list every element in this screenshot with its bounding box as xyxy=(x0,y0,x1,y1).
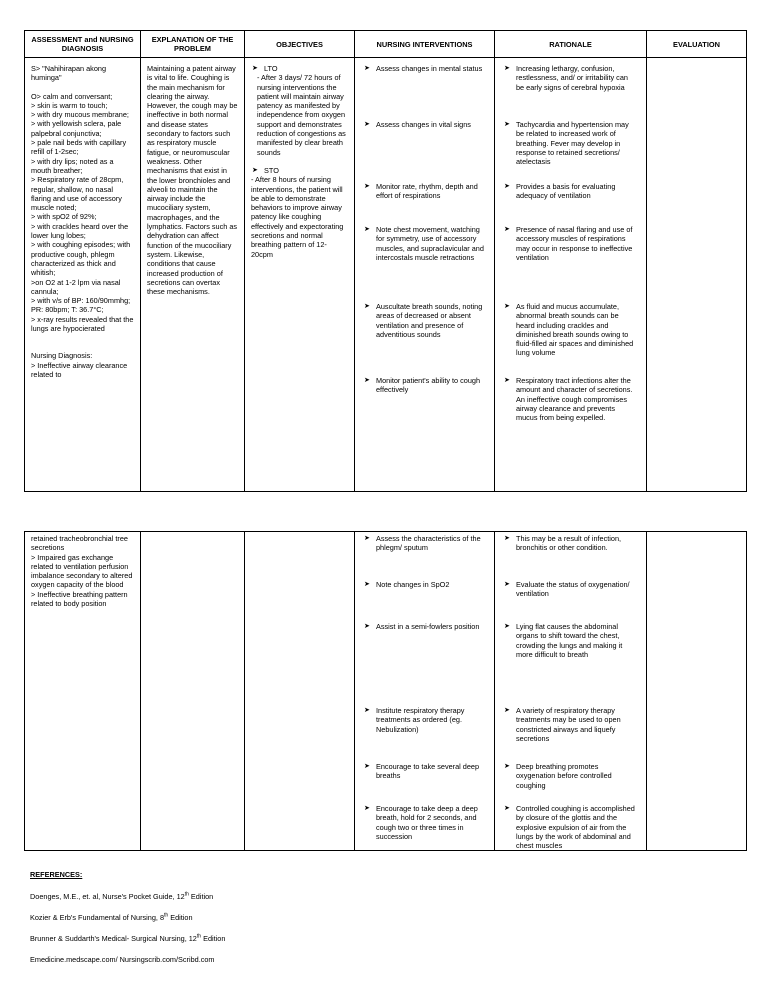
assessment-line: > with crackles heard over the lower lung lobes; xyxy=(31,221,129,241)
references-heading: REFERENCES: xyxy=(30,870,83,879)
reference-item: Emedicine.medscape.com/ Nursingscrib.com/Scribd.com xyxy=(30,955,215,964)
list-item: ➤ Respiratory tract infections alter the amount and character of secretions. An ineffective cough compromises airway clearance and prevents mucus from being expelled. xyxy=(504,376,633,423)
header-evaluation: EVALUATION xyxy=(647,31,747,58)
table-row xyxy=(25,58,747,492)
arrow-bullet-icon: ➤ xyxy=(364,377,370,384)
arrow-bullet-icon: ➤ xyxy=(364,226,370,233)
explanation-text: Maintaining a patent airway is vital to life. Coughing is the main mechanism for clearing the airway. However, the cough may be ineffective in both normal and disease states secondary to factors such as respiratory muscle fatigue, or neuromuscular weakness. Other mechanisms that exist in the lower bronchioles and alveoli to maintain the airway include the mucociliary system, macrophages, and the lymphatics. Factors such as dehydration can affect function of the mucociliary system. Likewise, conditions that cause increased production of secretions can overtax these mechanisms. xyxy=(147,64,238,297)
arrow-bullet-icon: ➤ xyxy=(364,805,370,812)
arrow-bullet-icon: ➤ xyxy=(364,581,370,588)
arrow-bullet-icon: ➤ xyxy=(504,623,510,630)
list-item: ➤ Lying flat causes the abdominal organs to shift toward the chest, crowding the lungs and making it more difficult to breath xyxy=(504,622,623,659)
arrow-bullet-icon: ➤ xyxy=(504,763,510,770)
explanation-cell xyxy=(141,532,245,851)
explanation-cell xyxy=(141,58,245,492)
interventions-cell xyxy=(355,58,495,492)
assessment-line: > skin is warm to touch; xyxy=(31,100,108,110)
rationale-cell xyxy=(495,532,647,851)
arrow-bullet-icon: ➤ xyxy=(504,535,510,542)
assessment-line: > with v/s of BP: 160/90mmhg; PR: 80bpm; T: 36.7°C; xyxy=(31,296,131,315)
list-item: ➤ Deep breathing promotes oxygenation before controlled coughing xyxy=(504,762,612,790)
assessment-line: > Ineffective airway clearance related to xyxy=(31,360,128,379)
list-item: ➤ Institute respiratory therapy treatments as ordered (eg. Nebulization) xyxy=(364,706,465,734)
objectives-cell xyxy=(245,58,355,492)
list-item: ➤ Auscultate breath sounds, noting areas of decreased or absent ventilation and presence of adventitious sounds xyxy=(364,302,483,339)
assessment-line: > pale nail beds with capillary refill of 1-2sec; xyxy=(31,138,127,157)
list-item: ➤ Assess changes in mental status xyxy=(364,64,483,73)
list-item: ➤ A variety of respiratory therapy treatments may be used to open constricted airways and liquefy secretions xyxy=(504,706,621,743)
arrow-bullet-icon: ➤ xyxy=(504,226,510,233)
header-rationale: RATIONALE xyxy=(495,31,647,58)
assessment-line: > with dry mucous membrane; xyxy=(31,110,129,120)
arrow-bullet-icon: ➤ xyxy=(504,805,510,812)
reference-item: Brunner & Suddarth's Medical- Surgical Nursing, 12th Edition xyxy=(30,933,226,943)
arrow-bullet-icon: ➤ xyxy=(364,763,370,770)
list-item: ➤ This may be a result of infection, bronchitis or other condition. xyxy=(504,534,622,553)
sto-label-row xyxy=(251,166,348,175)
list-item: ➤ Evaluate the status of oxygenation/ ventilation xyxy=(504,580,630,599)
list-item: ➤ Assess the characteristics of the phlegm/ sputum xyxy=(364,534,481,553)
header-interventions: NURSING INTERVENTIONS xyxy=(355,31,495,58)
sto-text: - After 8 hours of nursing interventions, the patient will be able to demonstrate behaviors to improve airway patency like coughing effectively and expectorating secretions and normal breathing pattern of 12-20cpm xyxy=(251,175,344,259)
lto-label: LTO xyxy=(264,64,278,73)
arrow-bullet-icon: ➤ xyxy=(364,183,370,190)
arrow-bullet-icon: ➤ xyxy=(364,65,370,72)
evaluation-cell xyxy=(647,58,747,492)
arrow-bullet-icon: ➤ xyxy=(504,377,510,384)
list-item: ➤ Note changes in SpO2 xyxy=(364,580,450,589)
list-item: ➤ Assess changes in vital signs xyxy=(364,120,471,129)
assessment-line: retained tracheobronchial tree secretions xyxy=(31,534,128,553)
assessment-list xyxy=(25,532,140,608)
assessment-line: > with spO2 of 92%; xyxy=(31,212,97,222)
list-item: ➤ Encourage to take several deep breaths xyxy=(364,762,480,781)
list-item: ➤ Monitor rate, rhythm, depth and effort of respirations xyxy=(364,182,478,201)
care-plan-table-page1 xyxy=(24,30,747,492)
references-section xyxy=(30,870,730,976)
arrow-bullet-icon: ➤ xyxy=(504,65,510,72)
arrow-bullet-icon: ➤ xyxy=(364,707,370,714)
lto-label-row xyxy=(251,64,348,73)
header-explanation: EXPLANATION OF THE PROBLEM xyxy=(141,31,245,58)
arrow-bullet-icon: ➤ xyxy=(504,707,510,714)
assessment-cell xyxy=(25,532,141,851)
table-row xyxy=(25,532,747,851)
arrow-bullet-icon: ➤ xyxy=(252,65,258,72)
list-item: ➤ Encourage to take deep a deep breath, hold for 2 seconds, and cough two or three times in succession xyxy=(364,804,478,841)
list-item: ➤ Tachycardia and hypertension may be related to increased work of breathing. Fever may develop in response to retained secretions/ atelectasis xyxy=(504,120,629,167)
sto-label: STO xyxy=(264,165,279,175)
assessment-line xyxy=(31,333,134,342)
list-item: ➤ As fluid and mucus accumulate, abnormal breath sounds can be heard including crackles and diminished breath sounds owing to fluid-filled air spaces and diminished lung volume xyxy=(504,302,634,358)
assessment-line: > Impaired gas exchange related to ventilation perfusion imbalance secondary to altered oxygen capacity of the blood xyxy=(31,552,133,590)
reference-item: Kozier & Erb's Fundamental of Nursing, 8th Edition xyxy=(30,912,193,922)
list-item: ➤ Assist in a semi-fowlers position xyxy=(364,622,480,631)
arrow-bullet-icon: ➤ xyxy=(504,183,510,190)
table-header-row xyxy=(25,31,747,58)
arrow-bullet-icon: ➤ xyxy=(364,303,370,310)
assessment-line: Nursing Diagnosis: xyxy=(31,351,93,361)
assessment-line: S> "Nahihirapan akong huminga" xyxy=(31,64,107,83)
assessment-line: O> calm and conversant; xyxy=(31,91,113,101)
header-objectives: OBJECTIVES xyxy=(245,31,355,58)
arrow-bullet-icon: ➤ xyxy=(504,121,510,128)
arrow-bullet-icon: ➤ xyxy=(364,623,370,630)
arrow-bullet-icon: ➤ xyxy=(252,166,258,174)
rationale-cell xyxy=(495,58,647,492)
assessment-line: > with dry lips; noted as a mouth breather; xyxy=(31,156,114,175)
assessment-line: > with coughing episodes; with productive cough, phlegm characterized as thick and whitish; xyxy=(31,240,131,278)
assessment-line: > Ineffective breathing pattern related to body position xyxy=(31,589,128,609)
assessment-cell xyxy=(25,58,141,492)
list-item: ➤ Note chest movement, watching for symmetry, use of accessory muscles, and supraclavicular and intercostals muscle retractions xyxy=(364,225,484,262)
list-item: ➤ Increasing lethargy, confusion, restlessness, and/ or irritability can be early signs of cerebral hypoxia xyxy=(504,64,628,92)
assessment-list xyxy=(25,58,140,379)
lto-text: - After 3 days/ 72 hours of nursing interventions the patient will maintain airway patency as manifested by independence from oxygen support and demonstrates reduction of congestions as manifested by clear breath sounds xyxy=(257,73,346,157)
arrow-bullet-icon: ➤ xyxy=(504,581,510,588)
assessment-line xyxy=(31,83,134,92)
reference-item: Doenges, M.E., et. al, Nurse's Pocket Guide, 12th Edition xyxy=(30,891,214,901)
care-plan-table-page2 xyxy=(24,531,747,851)
evaluation-cell xyxy=(647,532,747,851)
header-assessment: ASSESSMENT and NURSING DIAGNOSIS xyxy=(25,31,141,58)
list-item: ➤ Provides a basis for evaluating adequacy of ventilation xyxy=(504,182,616,201)
objectives-cell xyxy=(245,532,355,851)
assessment-line xyxy=(31,342,134,351)
interventions-cell xyxy=(355,532,495,851)
list-item: ➤ Presence of nasal flaring and use of accessory muscles of respirations may occur in response to ineffective ventilation xyxy=(504,225,633,262)
list-item: ➤ Controlled coughing is accomplished by closure of the glottis and the explosive expulsion of air from the lungs by the work of abdominal and chest muscles xyxy=(504,804,635,851)
arrow-bullet-icon: ➤ xyxy=(364,535,370,542)
arrow-bullet-icon: ➤ xyxy=(504,303,510,310)
assessment-line: > with yellowish sclera, pale palpebral conjunctiva; xyxy=(31,119,122,138)
list-item: ➤ Monitor patient's ability to cough effectively xyxy=(364,376,481,395)
assessment-line: > Respiratory rate of 28cpm, regular, shallow, no nasal flaring and use of accessory muscle noted; xyxy=(31,175,124,213)
assessment-line: >on O2 at 1-2 lpm via nasal cannula; xyxy=(31,277,121,296)
arrow-bullet-icon: ➤ xyxy=(364,121,370,128)
assessment-line: > x-ray results revealed that the lungs are hypocierated xyxy=(31,314,134,334)
